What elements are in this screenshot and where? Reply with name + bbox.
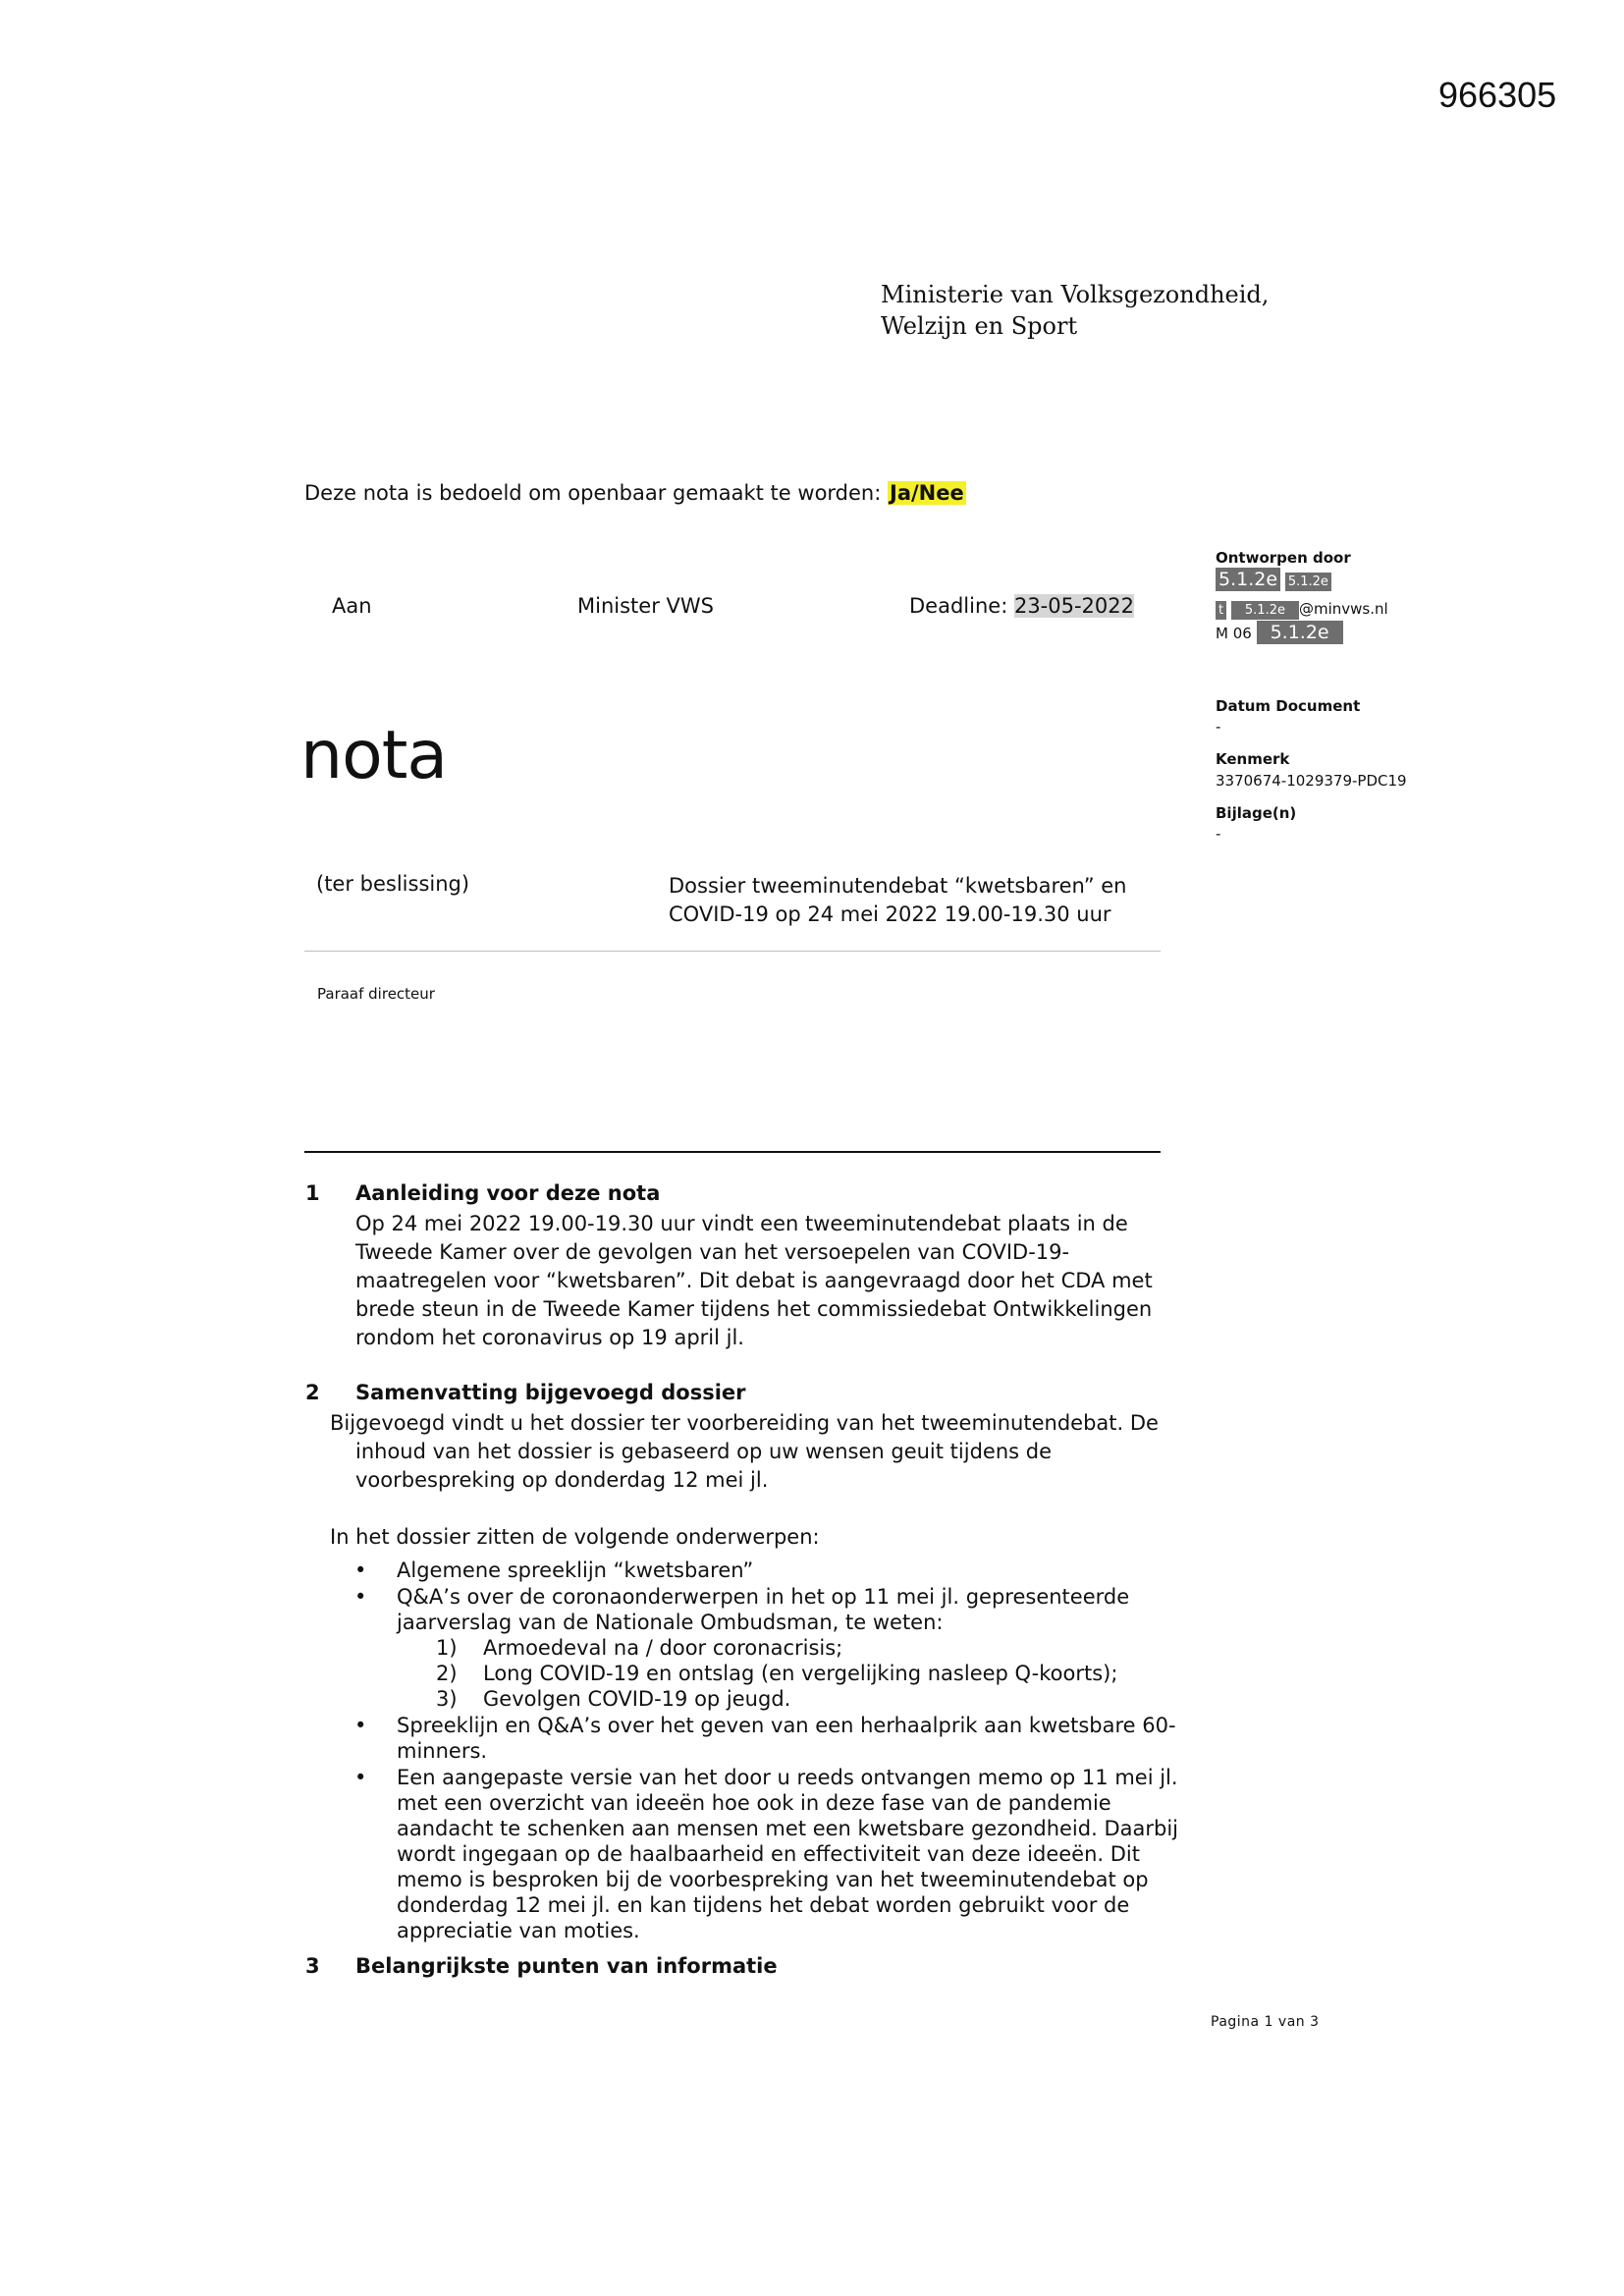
paragraph-line: Op 24 mei 2022 19.00-19.30 uur vindt een tweeminutendebat plaats in de <box>355 1212 1128 1235</box>
page-number: Pagina 1 van 3 <box>1211 2014 1320 2030</box>
section-title: Aanleiding voor deze nota <box>355 1181 661 1205</box>
aan-value: Minister VWS <box>577 594 714 618</box>
openbaar-value: Ja/Nee <box>890 481 964 505</box>
datum-document-value: - <box>1216 718 1221 736</box>
topic-list <box>334 1558 1198 1944</box>
divider <box>304 951 1161 952</box>
list-item <box>334 1584 1198 1712</box>
section-number: 2 <box>305 1381 320 1404</box>
kenmerk-value: 3370674-1029379-PDC19 <box>1216 772 1407 790</box>
divider <box>304 1151 1161 1153</box>
section-title: Belangrijkste punten van informatie <box>355 1954 778 1978</box>
paragraph-line: Tweede Kamer over de gevolgen van het versoepelen van COVID-19- <box>355 1240 1070 1264</box>
section-1-body <box>355 1210 1153 1352</box>
mobile-prefix: M 06 <box>1216 625 1252 642</box>
ontworpen-door-label: Ontworpen door <box>1216 549 1351 567</box>
sub-list <box>397 1635 1198 1712</box>
openbaar-statement <box>304 481 966 505</box>
sub-item-number: 3) <box>436 1687 458 1711</box>
kenmerk-label: Kenmerk <box>1216 750 1290 768</box>
dossier-line-1: Dossier tweeminutendebat “kwetsbaren” en <box>669 874 1127 898</box>
bijlage-value: - <box>1216 825 1221 843</box>
document-title: nota <box>300 717 448 794</box>
bijlage-label: Bijlage(n) <box>1216 804 1297 822</box>
deadline <box>909 594 1134 618</box>
section-2-intro: In het dossier zitten de volgende onderwerpen: <box>330 1525 820 1549</box>
email-suffix: @minvws.nl <box>1298 600 1388 618</box>
list-item: • Algemene spreeklijn “kwetsbaren” <box>334 1558 1198 1583</box>
redaction-block: 5.1.2e <box>1257 621 1343 644</box>
datum-document-label: Datum Document <box>1216 697 1361 715</box>
sub-list-item <box>436 1686 1198 1712</box>
paragraph-line: brede steun in de Tweede Kamer tijdens het commissiedebat Ontwikkelingen <box>355 1297 1153 1321</box>
section-2-body <box>330 1409 1159 1495</box>
deadline-value: 23-05-2022 <box>1013 594 1134 618</box>
list-item: • Een aangepaste versie van het door u reeds ontvangen memo op 11 mei jl. met een overzicht van ideeën hoe ook in deze fase van de pandemie aandacht te schenken aan mensen met een kwetsbare gezondheid. Daarbij wordt ingegaan op de haalbaarheid en effectiviteit van deze ideeën. Dit memo is besproken bij de voorbespreking van het tweeminutendebat op donderdag 12 mei jl. en kan tijdens het debat worden gebruikt voor de appreciatie van moties. <box>334 1765 1198 1943</box>
paragraph-line: rondom het coronavirus op 19 april jl. <box>355 1326 744 1349</box>
mobile-row <box>1216 621 1343 644</box>
dossier-subject <box>669 872 1179 929</box>
email-row <box>1216 600 1388 620</box>
sub-list-item <box>436 1661 1198 1686</box>
section-number: 3 <box>305 1954 320 1978</box>
paraaf-directeur: Paraaf directeur <box>317 985 435 1003</box>
sub-item-text: Long COVID-19 en ontslag (en vergelijking nasleep Q-koorts); <box>483 1662 1118 1685</box>
list-item: • Spreeklijn en Q&A’s over het geven van een herhaalprik aan kwetsbare 60-minners. <box>334 1713 1198 1764</box>
section-number: 1 <box>305 1181 320 1205</box>
sub-item-text: Gevolgen COVID-19 op jeugd. <box>483 1687 791 1711</box>
ministry-line-1: Ministerie van Volksgezondheid, <box>881 281 1270 308</box>
paragraph-line: Bijgevoegd vindt u het dossier ter voorbereiding van het tweeminutendebat. De <box>330 1411 1159 1435</box>
openbaar-text: Deze nota is bedoeld om openbaar gemaakt te worden: <box>304 481 888 505</box>
ter-beslissing: (ter beslissing) <box>316 872 470 896</box>
paragraph-line: maatregelen voor “kwetsbaren”. Dit debat is aangevraagd door het CDA met <box>355 1269 1153 1292</box>
sub-list-item <box>436 1635 1198 1661</box>
sub-item-number: 2) <box>436 1662 458 1685</box>
redaction-block: 5.1.2e <box>1285 573 1331 591</box>
ministry-line-2: Welzijn en Sport <box>881 312 1078 340</box>
ontworpen-redactions-row <box>1216 568 1331 591</box>
redaction-block: t <box>1216 601 1226 620</box>
aan-label: Aan <box>332 594 372 618</box>
ministry-logo-text <box>881 279 1269 342</box>
section-title: Samenvatting bijgevoegd dossier <box>355 1381 746 1404</box>
document-number: 966305 <box>1438 75 1557 115</box>
paragraph-line: inhoud van het dossier is gebaseerd op uw wensen geuit tijdens de <box>355 1440 1053 1463</box>
redaction-block: 5.1.2e <box>1216 568 1280 591</box>
sub-item-number: 1) <box>436 1636 458 1660</box>
deadline-label: Deadline: <box>909 594 1014 618</box>
list-item-text: • Q&A’s over de coronaonderwerpen in het op 11 mei jl. gepresenteerde jaarverslag van de Nationale Ombudsman, te weten: <box>397 1585 1130 1634</box>
dossier-line-2: COVID-19 op 24 mei 2022 19.00-19.30 uur <box>669 902 1111 926</box>
sub-item-text: Armoedeval na / door coronacrisis; <box>483 1636 843 1660</box>
paragraph-line: voorbespreking op donderdag 12 mei jl. <box>355 1468 769 1492</box>
redaction-block: 5.1.2e <box>1231 601 1299 620</box>
